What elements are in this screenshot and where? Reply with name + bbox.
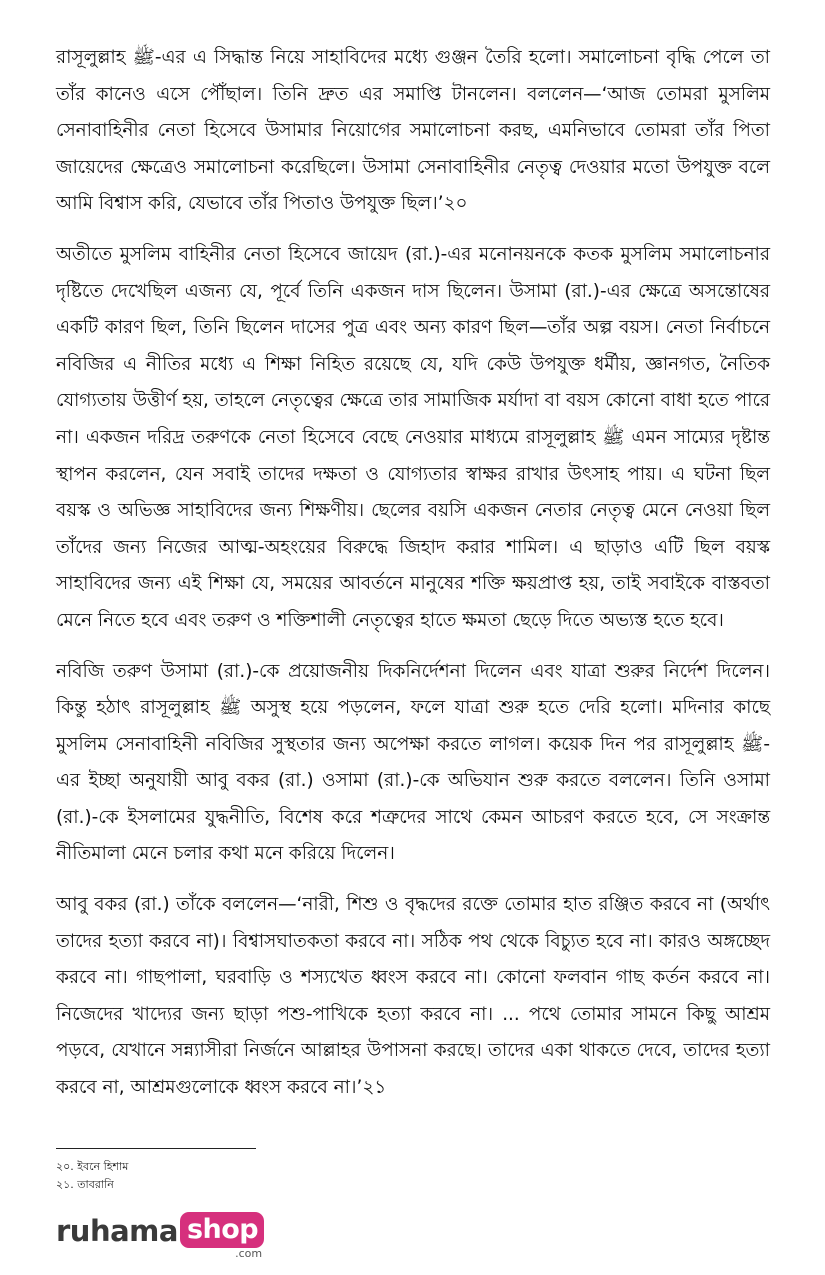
logo-shop-badge xyxy=(180,1212,264,1260)
logo-brand-text: ruhama xyxy=(56,1214,178,1248)
page-body xyxy=(56,40,770,1121)
logo-domain-text: .com xyxy=(235,1247,263,1260)
footnotes xyxy=(56,1158,128,1194)
paragraph-1: রাসূলুল্লাহ ﷺ-এর এ সিদ্ধান্ত নিয়ে সাহাবিদের মধ্যে গুঞ্জন তৈরি হলো। সমালোচনা বৃদ্ধি পেলে তা তাঁর কানেও এসে পৌঁছাল। তিনি দ্রুত এর সমাপ্তি টানলেন। বললেন—‘আজ তোমরা মুসলিম সেনাবাহিনীর নেতা হিসেবে উসামার নিয়োগের সমালোচনা করছ, এমনিভাবে তোমরা তাঁর পিতা জায়েদের ক্ষেত্রেও সমালোচনা করেছিলে। উসামা সেনাবাহিনীর নেতৃত্ব দেওয়ার মতো উপযুক্ত বলে আমি বিশ্বাস করি, যেভাবে তাঁর পিতাও উপযুক্ত ছিল।’২০ xyxy=(56,47,770,215)
logo-shop-text: shop xyxy=(180,1212,264,1248)
paragraph-3: নবিজি তরুণ উসামা (রা.)-কে প্রয়োজনীয় দিকনির্দেশনা দিলেন এবং যাত্রা শুরুর নির্দেশ দিলেন। কিন্তু হঠাৎ রাসূলুল্লাহ ﷺ অসুস্থ হয়ে পড়লেন, ফলে যাত্রা শুরু হতে দেরি হলো। মদিনার কাছে মুসলিম সেনাবাহিনী নবিজির সুস্থতার জন্য অপেক্ষা করতে লাগল। কয়েক দিন পর রাসূলুল্লাহ ﷺ-এর ইচ্ছা অনুযায়ী আবু বকর (রা.) ওসামা (রা.)-কে অভিযান শুরু করতে বললেন। তিনি ওসামা (রা.)-কে ইসলামের যুদ্ধনীতি, বিশেষ করে শত্রুদের সাথে কেমন আচরণ করতে হবে, সে সংক্রান্ত নীতিমালা মেনে চলার কথা মনে করিয়ে দিলেন। xyxy=(56,660,770,865)
ruhama-shop-logo xyxy=(56,1212,264,1260)
paragraph-4: আবু বকর (রা.) তাঁকে বললেন—‘নারী, শিশু ও বৃদ্ধদের রক্তে তোমার হাত রঞ্জিত করবে না (অর্থাৎ তাদের হত্যা করবে না)। বিশ্বাসঘাতকতা করবে না। সঠিক পথ থেকে বিচ্যুত হবে না। কারও অঙ্গচ্ছেদ করবে না। গাছপালা, ঘরবাড়ি ও শস্যখেত ধ্বংস করবে না। কোনো ফলবান গাছ কর্তন করবে না। নিজেদের খাদ্যের জন্য ছাড়া পশু-পাখিকে হত্যা করবে না। ... পথে তোমার সামনে কিছু আশ্রম পড়বে, যেখানে সন্ন্যাসীরা নির্জনে আল্লাহর উপাসনা করছে। তাদের একা থাকতে দেবে, তাদের হত্যা করবে না, আশ্রমগুলোকে ধ্বংস করবে না।’২১ xyxy=(56,894,770,1099)
footnote-21: ২১. তাবরানি xyxy=(56,1178,114,1191)
footnote-divider xyxy=(56,1148,256,1149)
paragraph-2: অতীতে মুসলিম বাহিনীর নেতা হিসেবে জায়েদ (রা.)-এর মনোনয়নকে কতক মুসলিম সমালোচনার দৃষ্টিতে দেখেছিল এজন্য যে, পূর্বে তিনি একজন দাস ছিলেন। উসামা (রা.)-এর ক্ষেত্রে অসন্তোষের একটি কারণ ছিল, তিনি ছিলেন দাসের পুত্র এবং অন্য কারণ ছিল—তাঁর অল্প বয়স। নেতা নির্বাচনে নবিজির এ নীতির মধ্যে এ শিক্ষা নিহিত রয়েছে যে, যদি কেউ উপযুক্ত ধর্মীয়, জ্ঞানগত, নৈতিক যোগ্যতায় উত্তীর্ণ হয়, তাহলে নেতৃত্বের ক্ষেত্রে তার সামাজিক মর্যাদা বা বয়স কোনো বাধা হতে পারে না। একজন দরিদ্র তরুণকে নেতা হিসেবে বেছে নেওয়ার মাধ্যমে রাসূলুল্লাহ ﷺ এমন সাম্যের দৃষ্টান্ত স্থাপন করলেন, যেন সবাই তাদের দক্ষতা ও যোগ্যতার স্বাক্ষর রাখার উৎসাহ পায়। এ ঘটনা ছিল বয়স্ক ও অভিজ্ঞ সাহাবিদের জন্য শিক্ষণীয়। ছেলের বয়সি একজন নেতার নেতৃত্ব মেনে নেওয়া ছিল তাঁদের জন্য নিজের আত্ম-অহংয়ের বিরুদ্ধে জিহাদ করার শামিল। এ ছাড়াও এটি ছিল বয়স্ক সাহাবিদের জন্য এই শিক্ষা যে, সময়ের আবর্তনে মানুষের শক্তি ক্ষয়প্রাপ্ত হয়, তাই সবাইকে বাস্তবতা মেনে নিতে হবে এবং তরুণ ও শক্তিশালী নেতৃত্বের হাতে ক্ষমতা ছেড়ে দিতে অভ্যস্ত হতে হবে। xyxy=(56,243,770,631)
footnote-20: ২০. ইবনে হিশাম xyxy=(56,1160,129,1173)
